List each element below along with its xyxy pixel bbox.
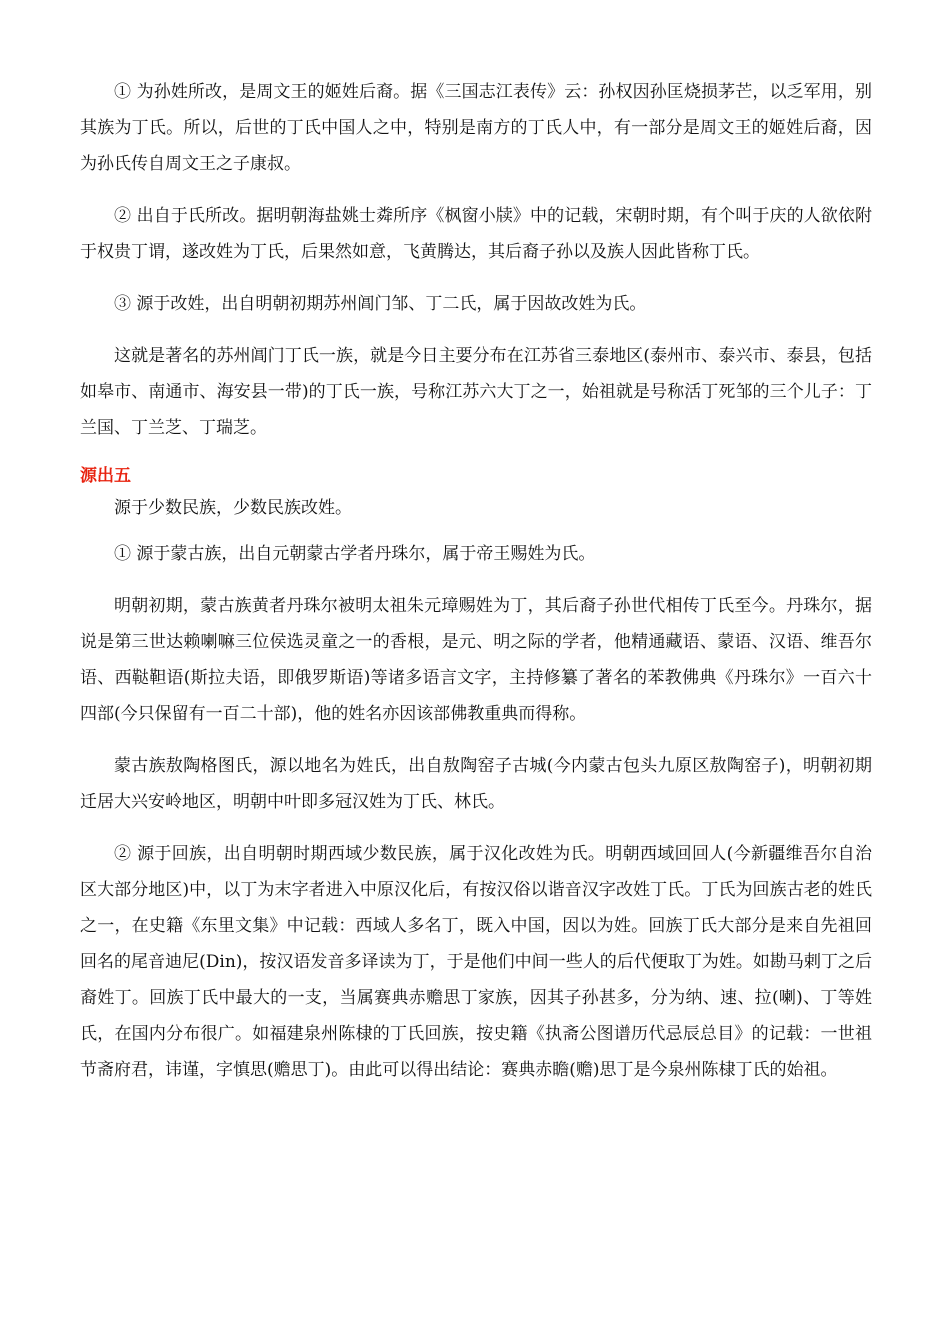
paragraph-changed-surname: ③ 源于改姓，出自明朝初期苏州阊门邹、丁二氏，属于因故改姓为氏。 [114,294,647,314]
paragraph-minority-intro: 源于少数民族，少数民族改姓。 [114,498,352,518]
paragraph-suzhou-changmen: 这就是著名的苏州阊门丁氏一族，就是今日主要分布在江苏省三泰地区(泰州市、泰兴市、泰县，包括如皋市、南通市、海安县一带)的丁氏一族，号称江苏六大丁之一，始祖就是号称活丁死邹的三个儿子：丁兰国、丁兰芝、丁瑞芝。 [80,346,872,438]
paragraph-sun-surname: ① 为孙姓所改，是周文王的姬姓后裔。据《三国志江表传》云：孙权因孙匡烧损茅芒，以乏军用，别其族为丁氏。所以，后世的丁氏中国人之中，特别是南方的丁氏人中，有一部分是周文王的姬姓后裔，因为孙氏传自周文王之子康叔。 [80,82,872,174]
document-page [80,74,872,1104]
paragraph-mongol-origin: ① 源于蒙古族，出自元朝蒙古学者丹珠尔，属于帝王赐姓为氏。 [114,544,596,564]
paragraph-yu-surname: ② 出自于氏所改。据明朝海盐姚士粦所序《枫窗小牍》中的记载，宋朝时期，有个叫于庆的人欲依附于权贵丁谓，遂改姓为丁氏，后果然如意，飞黄腾达，其后裔子孙以及族人因此皆称丁氏。 [80,206,872,262]
paragraph-aotaogetu: 蒙古族敖陶格图氏，源以地名为姓氏，出自敖陶窑子古城(今内蒙古包头九原区敖陶窑子)，明朝初期迁居大兴安岭地区，明朝中叶即多冠汉姓为丁氏、林氏。 [80,756,872,812]
paragraph-hui-origin: ② 源于回族，出自明朝时期西域少数民族，属于汉化改姓为氏。明朝西域回回人(今新疆维吾尔自治区大部分地区)中，以丁为末字者进入中原汉化后，有按汉俗以谐音汉字改姓丁氏。丁氏为回族古老的姓氏之一，在史籍《东里文集》中记载：西域人多名丁，既入中国，因以为姓。回族丁氏大部分是来自先祖回回名的尾音迪尼(Din)，按汉语发音多译读为丁，于是他们中间一些人的后代便取丁为姓。如勘马剌丁之后裔姓丁。回族丁氏中最大的一支，当属赛典赤赡思丁家族，因其子孙甚多，分为纳、速、拉(喇)、丁等姓氏，在国内分布很广。如福建泉州陈棣的丁氏回族，按史籍《执斋公图谱历代忌辰总目》的记载：一世祖节斋府君，讳谨，字慎思(赡思丁)。由此可以得出结论：赛典赤瞻(赡)思丁是今泉州陈棣丁氏的始祖。 [80,844,872,1080]
section-heading: 源出五 [80,466,131,486]
paragraph-danzhuer: 明朝初期，蒙古族黄者丹珠尔被明太祖朱元璋赐姓为丁，其后裔子孙世代相传丁氏至今。丹珠尔，据说是第三世达赖喇嘛三位侯选灵童之一的香根，是元、明之际的学者，他精通藏语、蒙语、汉语、维吾尔语、西鞑靼语(斯拉夫语，即俄罗斯语)等诸多语言文字，主持修纂了著名的苯教佛典《丹珠尔》一百六十四部(今只保留有一百二十部)，他的姓名亦因该部佛教重典而得称。 [80,596,872,724]
